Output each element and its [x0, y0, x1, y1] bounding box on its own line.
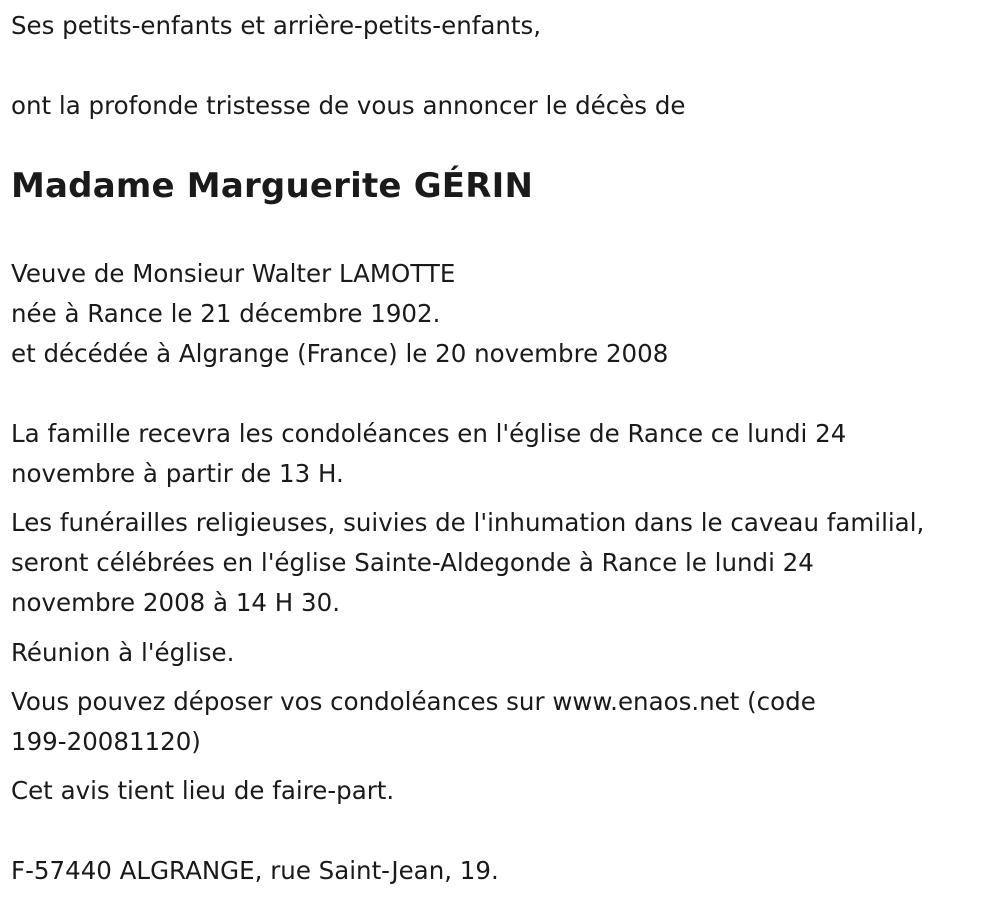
- deceased-name: Madame Marguerite GÉRIN: [11, 166, 534, 206]
- detail-death-line: et décédée à Algrange (France) le 20 novembre 2008: [11, 339, 669, 368]
- meeting-line: Réunion à l'église.: [11, 638, 235, 667]
- funeral-line-2: seront célébrées en l'église Sainte-Aldegonde à Rance le lundi 24: [11, 548, 814, 577]
- online-line-2: 199-20081120): [11, 727, 201, 756]
- announcement-line: ont la profonde tristesse de vous annoncer le décès de: [11, 91, 686, 120]
- online-line-1: Vous pouvez déposer vos condoléances sur www.enaos.net (code: [11, 687, 816, 716]
- funeral-line-3: novembre 2008 à 14 H 30.: [11, 588, 340, 617]
- detail-birth-line: née à Rance le 21 décembre 1902.: [11, 299, 441, 328]
- condolences-line-1: La famille recevra les condoléances en l'église de Rance ce lundi 24: [11, 419, 847, 448]
- condolences-line-2: novembre à partir de 13 H.: [11, 459, 344, 488]
- intro-line: Ses petits-enfants et arrière-petits-enfants,: [11, 11, 542, 40]
- detail-widow-line: Veuve de Monsieur Walter LAMOTTE: [11, 259, 456, 288]
- address-line: F-57440 ALGRANGE, rue Saint-Jean, 19.: [11, 856, 499, 885]
- closing-line: Cet avis tient lieu de faire-part.: [11, 776, 395, 805]
- funeral-line-1: Les funérailles religieuses, suivies de l'inhumation dans le caveau familial,: [11, 508, 925, 537]
